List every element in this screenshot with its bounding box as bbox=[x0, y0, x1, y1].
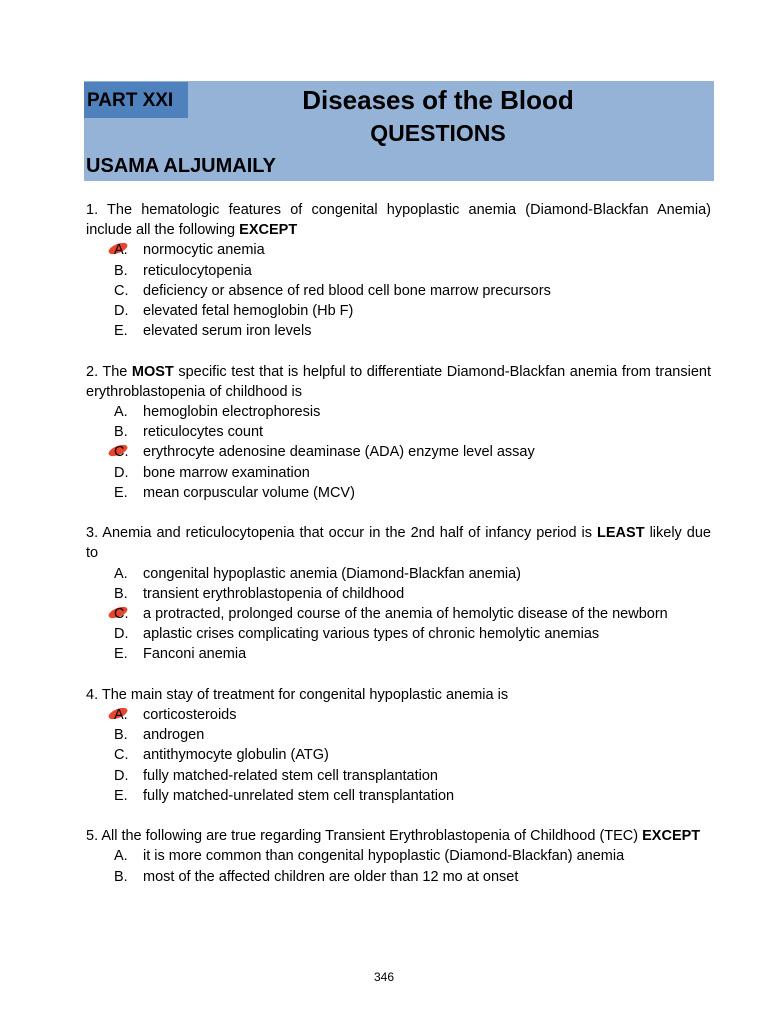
question-5 bbox=[86, 826, 711, 887]
option-d: D. elevated fetal hemoglobin (Hb F) bbox=[114, 303, 354, 320]
question-4 bbox=[86, 685, 711, 806]
option-d: D. aplastic crises complicating various types of chronic hemolytic anemias bbox=[114, 626, 600, 643]
question-1 bbox=[86, 200, 711, 341]
question-stem: 2. The MOST specific test that is helpful to differentiate Diamond-Blackfan anemia from transient erythroblastopenia of childhood is bbox=[86, 363, 711, 400]
header-band bbox=[84, 81, 714, 181]
option-d: D. fully matched-related stem cell transplantation bbox=[114, 767, 438, 784]
question-3 bbox=[86, 523, 711, 664]
option-e: E. elevated serum iron levels bbox=[114, 323, 312, 340]
option-a: A. hemoglobin electrophoresis bbox=[114, 404, 321, 421]
option-e: E. fully matched-unrelated stem cell transplantation bbox=[114, 787, 455, 804]
option-b: B. reticulocytopenia bbox=[114, 262, 252, 279]
option-b: B. androgen bbox=[114, 727, 205, 744]
question-stem: 3. Anemia and reticulocytopenia that occur in the 2nd half of infancy period is LEAST likely due to bbox=[86, 525, 711, 562]
option-b: B. reticulocytes count bbox=[114, 424, 264, 441]
option-e: E. mean corpuscular volume (MCV) bbox=[114, 484, 355, 501]
question-stem: 1. The hematologic features of congenital hypoplastic anemia (Diamond-Blackfan Anemia) include all the following EXCEPT bbox=[86, 202, 711, 239]
option-c: C. deficiency or absence of red blood cell bone marrow precursors bbox=[114, 282, 551, 299]
option-a: A. corticosteroids bbox=[86, 705, 711, 725]
option-a: A. normocytic anemia bbox=[86, 240, 711, 260]
option-e: E. Fanconi anemia bbox=[114, 646, 247, 663]
question-list bbox=[86, 200, 711, 907]
option-c: C. a protracted, prolonged course of the anemia of hemolytic disease of the newborn bbox=[86, 604, 711, 624]
option-a: A. congenital hypoplastic anemia (Diamond-Blackfan anemia) bbox=[114, 565, 522, 582]
option-a: A. it is more common than congenital hypoplastic (Diamond-Blackfan) anemia bbox=[114, 848, 625, 865]
option-d: D. bone marrow examination bbox=[114, 464, 310, 481]
page-title: Diseases of the Blood bbox=[302, 85, 574, 115]
option-c: C. erythrocyte adenosine deaminase (ADA) enzyme level assay bbox=[86, 442, 711, 462]
question-2 bbox=[86, 362, 711, 503]
author-name: USAMA ALJUMAILY bbox=[86, 155, 277, 177]
option-b: B. most of the affected children are older than 12 mo at onset bbox=[114, 868, 519, 885]
option-b: B. transient erythroblastopenia of childhood bbox=[114, 585, 405, 602]
question-stem: 4. The main stay of treatment for congenital hypoplastic anemia is bbox=[86, 686, 509, 703]
part-label-box bbox=[84, 82, 188, 118]
question-stem: 5. All the following are true regarding Transient Erythroblastopenia of Childhood (TEC) EXCEPT bbox=[86, 828, 701, 845]
page-number: 346 bbox=[373, 970, 395, 984]
part-label: PART XXI bbox=[87, 90, 174, 111]
option-c: C. antithymocyte globulin (ATG) bbox=[114, 747, 329, 764]
page-subtitle: QUESTIONS bbox=[370, 120, 506, 146]
